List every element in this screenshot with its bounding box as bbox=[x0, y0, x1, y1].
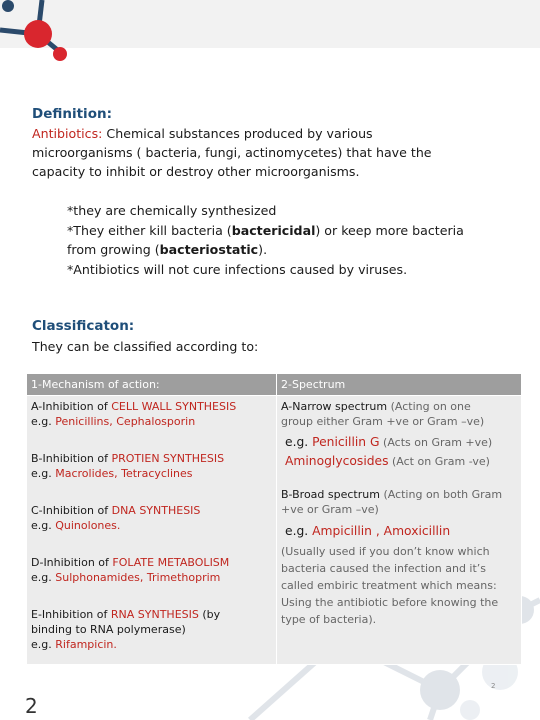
broad-spectrum-note: (Usually used if you don’t know which bacteria caused the infection and it’s called embiric treatment which means: Using the antibiotic before knowing the type of bacteria). bbox=[281, 545, 499, 626]
notes-block bbox=[67, 201, 487, 279]
bactericidal-term: bactericidal bbox=[231, 222, 316, 238]
mechanism-item-dna: C-Inhibition of DNA SYNTHESIS e.g. Quinolones. bbox=[31, 504, 201, 532]
page-number: 2 bbox=[25, 694, 38, 718]
note-viruses: *Antibiotics will not cure infections caused by viruses. bbox=[67, 261, 408, 277]
broad-spectrum-examples: e.g. Ampicillin , Amoxicillin bbox=[285, 524, 451, 538]
definition-paragraph bbox=[32, 124, 462, 181]
mechanism-item-cell-wall: A-Inhibition of CELL WALL SYNTHESIS e.g. Penicillins, Cephalosporin bbox=[31, 400, 237, 428]
spectrum-cell bbox=[277, 396, 522, 665]
mechanism-item-folate: D-Inhibition of FOLATE METABOLISM e.g. Sulphonamides, Trimethoprim bbox=[31, 556, 230, 584]
spectrum-header: 2-Spectrum bbox=[277, 374, 522, 396]
definition-text-1: Chemical substances produced by various bbox=[106, 126, 373, 141]
classification-heading: Classificaton: bbox=[32, 318, 135, 334]
table-row bbox=[27, 396, 522, 665]
antibiotics-term: Antibiotics: bbox=[32, 126, 103, 141]
mechanism-header: 1-Mechanism of action: bbox=[27, 374, 277, 396]
mechanism-cell bbox=[27, 396, 277, 665]
note-chemically-synthesized: *they are chemically synthesized bbox=[67, 203, 277, 218]
note-kill-or-keep: *They either kill bacteria (bactericidal) or keep more bacteria bbox=[67, 222, 464, 238]
note-from-growing: from growing (bacteriostatic). bbox=[67, 242, 268, 257]
classification-table bbox=[26, 373, 522, 665]
classification-intro: They can be classified according to: bbox=[32, 339, 259, 354]
mechanism-item-rna: E-Inhibition of RNA SYNTHESIS (by binding to RNA polymerase) e.g. Rifampicin. bbox=[31, 608, 221, 651]
broad-spectrum: B-Broad spectrum (Acting on both Gram +ve or Gram –ve) bbox=[281, 488, 503, 516]
bacteriostatic-term: bacteriostatic bbox=[159, 242, 259, 257]
narrow-spectrum-examples: e.g. Penicillin G (Acts on Gram +ve) Aminoglycosides (Act on Gram -ve) bbox=[285, 435, 493, 468]
narrow-spectrum: A-Narrow spectrum (Acting on one group either Gram +ve or Gram –ve) bbox=[281, 400, 485, 428]
definition-text-3: capacity to inhibit or destroy other microorganisms. bbox=[32, 164, 360, 179]
table-header-row bbox=[27, 374, 522, 396]
mechanism-item-protein: B-Inhibition of PROTIEN SYNTHESIS e.g. Macrolides, Tetracyclines bbox=[31, 452, 225, 480]
definition-text-2: microorganisms ( bacteria, fungi, actinomycetes) that have the bbox=[32, 145, 432, 160]
definition-heading: Definition: bbox=[32, 106, 112, 122]
slide-number: 2 bbox=[491, 682, 496, 690]
